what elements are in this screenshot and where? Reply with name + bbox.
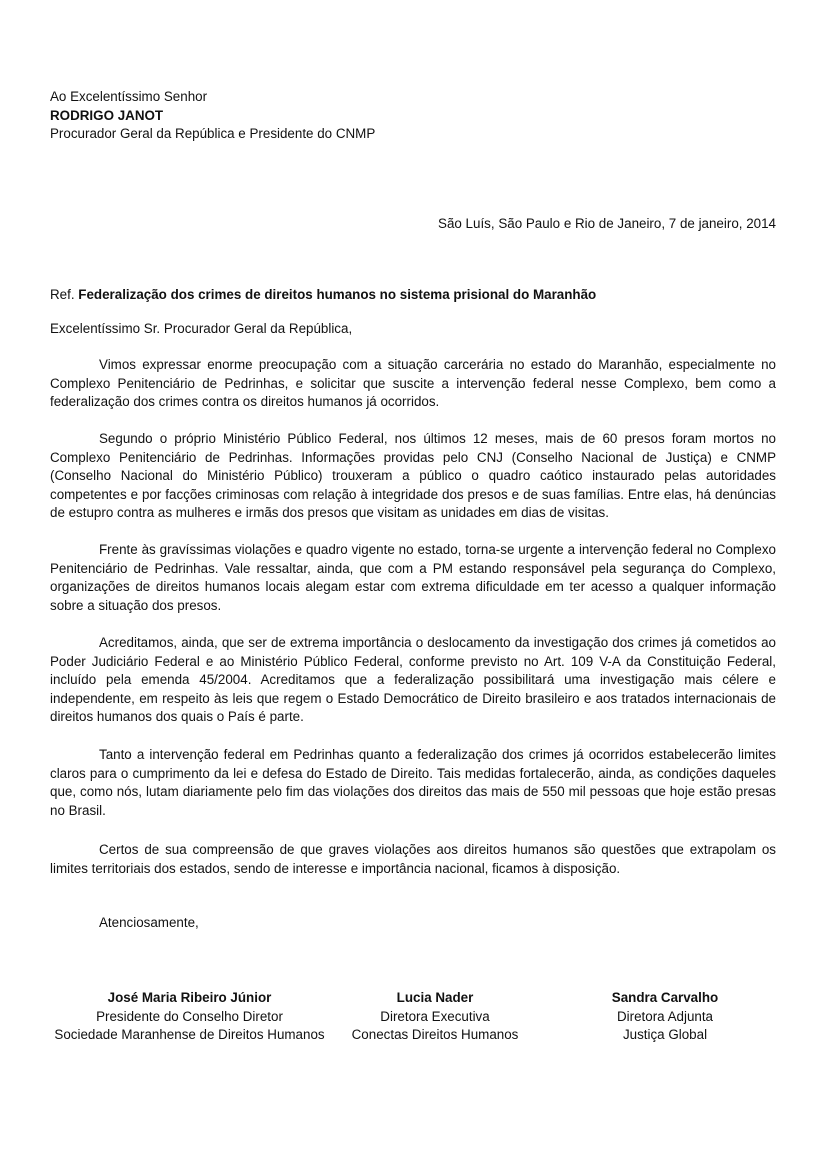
recipient-salutation: Ao Excelentíssimo Senhor bbox=[50, 89, 208, 104]
body-paragraph-1: Vimos expressar enorme preocupação com a situação carcerária no estado do Maranhão, especialmente no Complexo Penitenciário de Pedrinhas, e solicitar que suscite a intervenção federal nesse Complexo, bem como a federalização dos crimes contra os direitos humanos já ocorridos. bbox=[50, 357, 776, 409]
recipient-block bbox=[50, 88, 776, 144]
closing bbox=[99, 914, 399, 933]
body-paragraph-3: Frente às gravíssimas violações e quadro vigente no estado, torna-se urgente a intervenção federal no Complexo Penitenciário de Pedrinhas. Vale ressaltar, ainda, que com a PM estando responsável pela segurança do Complexo, organizações de direitos humanos locais alegam estar com extrema dificuldade em ter acesso a qualquer informação sobre a situação dos presos. bbox=[50, 542, 776, 613]
reference-subject: Federalização dos crimes de direitos humanos no sistema prisional do Maranhão bbox=[78, 287, 597, 302]
recipient-title: Procurador Geral da República e Presidente do CNMP bbox=[50, 126, 376, 141]
reference-line bbox=[50, 286, 776, 305]
signature-block-3 bbox=[590, 989, 740, 1045]
body-paragraph-2: Segundo o próprio Ministério Público Federal, nos últimos 12 meses, mais de 60 presos foram mortos no Complexo Penitenciário de Pedrinhas. Informações providas pelo CNJ (Conselho Nacional de Justiça) e CNMP (Conselho Nacional do Ministério Público) trouxeram a público o quadro caótico instaurado pelas autoridades competentes e por facções criminosas com relação à integridade dos presos e de suas famílias. Entre elas, há denúncias de estupro contra as mulheres e irmãs dos presos que visitam as unidades em dias de visitas. bbox=[50, 431, 776, 520]
signatory-organization: Conectas Direitos Humanos bbox=[351, 1027, 519, 1042]
signatory-role: Diretora Executiva bbox=[380, 1008, 490, 1024]
greeting bbox=[50, 320, 776, 339]
reference-prefix: Ref. bbox=[50, 287, 75, 302]
greeting-text: Excelentíssimo Sr. Procurador Geral da República, bbox=[50, 321, 353, 336]
recipient-name: RODRIGO JANOT bbox=[50, 107, 164, 123]
signature-block-1 bbox=[50, 989, 329, 1045]
signatory-organization: Sociedade Maranhense de Direitos Humanos bbox=[54, 1027, 325, 1042]
closing-text: Atenciosamente, bbox=[99, 915, 199, 930]
body-paragraph-4: Acreditamos, ainda, que ser de extrema importância o deslocamento da investigação dos crimes já cometidos ao Poder Judiciário Federal e ao Ministério Público Federal, conforme previsto no Art. 109 V-A da Constituição Federal, incluído pela emenda 45/2004. Acreditamos que a federalização possibilitará uma investigação mais célere e independente, em respeito às leis que regem o Estado Democrático de Direito brasileiro e aos tratados internacionais de direitos humanos dos quais o País é parte. bbox=[50, 635, 776, 724]
signatory-name: Sandra Carvalho bbox=[611, 990, 719, 1005]
signatory-organization: Justiça Global bbox=[622, 1027, 708, 1042]
place-date-text: São Luís, São Paulo e Rio de Janeiro, 7 de janeiro, 2014 bbox=[438, 216, 776, 231]
signatory-name: Lucia Nader bbox=[396, 990, 474, 1005]
signature-block-2 bbox=[340, 989, 530, 1045]
place-date bbox=[50, 215, 776, 234]
body-paragraph-6: Certos de sua compreensão de que graves violações aos direitos humanos são questões que extrapolam os limites territoriais dos estados, sendo de interesse e importância nacional, ficamos à disposição. bbox=[50, 842, 776, 876]
signatory-role: Presidente do Conselho Diretor bbox=[96, 1008, 283, 1024]
signatory-role: Diretora Adjunta bbox=[616, 1008, 714, 1024]
body-paragraph-5: Tanto a intervenção federal em Pedrinhas quanto a federalização dos crimes já ocorridos estabelecerão limites claros para o cumprimento da lei e defesa do Estado de Direito. Tais medidas fortalecerão, ainda, as condições daqueles que, como nós, lutam diariamente pelo fim das violações dos direitos das mais de 550 mil pessoas que hoje estão presas no Brasil. bbox=[50, 747, 776, 818]
signatory-name: José Maria Ribeiro Júnior bbox=[107, 990, 272, 1005]
